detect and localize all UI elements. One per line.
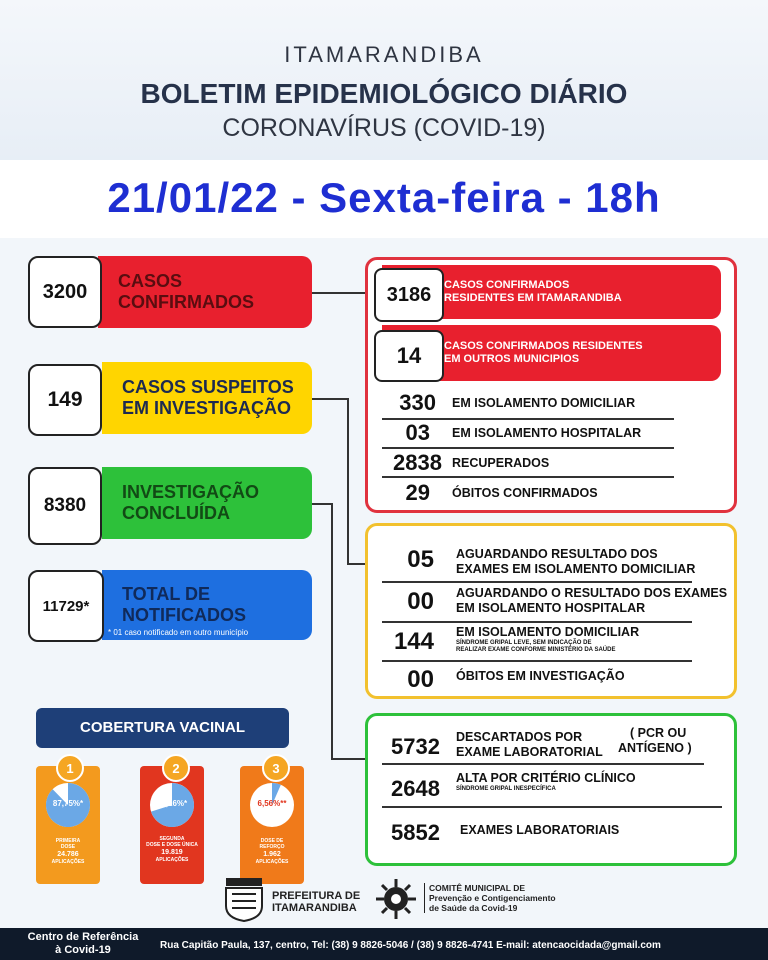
caption-unit: APLICAÇÕES	[51, 859, 85, 865]
row-value: 29	[405, 480, 430, 505]
row-divider	[382, 447, 674, 449]
yellow-row-label	[456, 586, 731, 616]
caption-line-2: DOSE E DOSE ÚNICA	[146, 842, 198, 848]
caption-count: 1.962	[263, 851, 281, 858]
notified-value: 11729*	[42, 597, 90, 615]
row-divider	[382, 581, 692, 583]
prefeitura-label	[272, 890, 360, 914]
green-row-value: 5732	[391, 734, 440, 759]
first-dose-caption	[36, 838, 100, 865]
yellow-row-label: ÓBITOS EM INVESTIGAÇÃO	[456, 669, 625, 683]
confirmed-label-bar	[98, 256, 312, 328]
yellow-row-label-2: EXAMES EM ISOLAMENTO DOMICILIAR	[456, 562, 696, 576]
prefeitura-line-1: PREFEITURA DE	[272, 890, 361, 902]
caption-line-2: REFORÇO	[259, 844, 285, 850]
yellow-row-value: 00	[407, 666, 434, 693]
crest-crown	[226, 878, 262, 886]
prefeitura-line-2: ITAMARANDIBA	[272, 902, 357, 914]
green-row-label: EXAMES LABORATORIAIS	[460, 823, 620, 837]
suspected-label-bar	[102, 362, 312, 434]
suspected-value-box	[28, 364, 102, 436]
caption-line-2: DOSE	[60, 844, 76, 850]
residents-label-1: CASOS CONFIRMADOS	[444, 279, 570, 291]
others-value: 14	[396, 343, 422, 368]
row-divider	[382, 806, 722, 808]
date-line: 21/01/22 - Sexta-feira - 18h	[107, 174, 661, 221]
second-dose-caption	[140, 836, 204, 863]
concluded-label-2: CONCLUÍDA	[122, 503, 230, 523]
caption-unit: APLICAÇÕES	[255, 859, 289, 865]
row-label: ÓBITOS CONFIRMADOS	[452, 486, 598, 500]
virus-committee-icon	[374, 877, 418, 921]
caption-count: 24.786	[57, 851, 79, 858]
notified-footnote: * 01 caso notificado em outro município	[108, 628, 249, 637]
contact-info: Rua Capitão Paula, 137, centro, Tel: (38) 9 8826-5046 / (38) 9 8826-4741 E-mail: atencaocidada@gmail.com	[160, 940, 661, 951]
committee-label	[424, 883, 556, 913]
virus-center	[391, 894, 401, 904]
green-row-value: 2648	[391, 776, 440, 801]
green-row-extra-2: ANTÍGENO )	[618, 741, 692, 755]
green-row-label	[456, 730, 616, 760]
others-label-1: CASOS CONFIRMADOS RESIDENTES	[444, 340, 643, 352]
row-divider	[382, 660, 692, 662]
reference-center-label	[10, 931, 156, 957]
suspected-value: 149	[47, 388, 83, 411]
caption-unit: APLICAÇÕES	[155, 857, 189, 863]
notified-value-box	[28, 570, 104, 642]
confirmed-label-1: CASOS	[118, 271, 183, 291]
yellow-row-label-1: AGUARDANDO RESULTADO DOS	[456, 547, 658, 561]
residents-value: 3186	[386, 283, 432, 306]
reference-center-line-2: à Covid-19	[55, 944, 111, 956]
yellow-row-label	[456, 547, 726, 577]
yellow-row-label-1: AGUARDANDO O RESULTADO DOS EXAMES	[456, 586, 728, 600]
committee-line-2: Prevenção e Contigenciamento	[429, 893, 556, 903]
row-value: 03	[405, 420, 430, 445]
others-label-2: EM OUTROS MUNICIPIOS	[444, 353, 580, 365]
notified-label-1: TOTAL DE	[122, 584, 211, 604]
yellow-row-small-1: SÍNDROME GRIPAL LEVE, SEM INDICAÇÃO DE	[456, 640, 592, 646]
caption-line-1: DOSE DE	[260, 838, 284, 844]
suspected-label-1: CASOS SUSPEITOS	[122, 377, 294, 397]
reference-center-line-1: Centro de Referência	[27, 931, 139, 943]
crest-shield	[226, 888, 262, 921]
row-label: EM ISOLAMENTO HOSPITALAR	[452, 426, 642, 440]
row-value: 2838	[393, 450, 442, 475]
yellow-row-value: 00	[407, 588, 434, 615]
green-row-value: 5852	[391, 820, 440, 845]
caption-count: 19.819	[161, 849, 183, 856]
caption-line-1: SEGUNDA	[159, 836, 185, 842]
connector-line	[347, 563, 367, 565]
row-divider	[382, 476, 674, 478]
confirmed-value: 3200	[42, 280, 88, 303]
row-label: RECUPERADOS	[452, 456, 550, 470]
bulletin-title: BOLETIM EPIDEMIOLÓGICO DIÁRIO	[140, 78, 628, 109]
caption-line-1: PRIMEIRA	[55, 838, 81, 844]
yellow-row-label	[456, 625, 726, 654]
yellow-row-small-2: REALIZAR EXAME CONFORME MINISTÉRIO DA SAÚDE	[456, 647, 616, 653]
committee-line-1: COMITÊ MUNICIPAL DE	[429, 883, 526, 893]
yellow-row-label-2: EM ISOLAMENTO HOSPITALAR	[456, 601, 646, 615]
notified-label-2: NOTIFICADOS	[122, 605, 246, 625]
city-name: ITAMARANDIBA	[284, 42, 484, 67]
residents-value-box	[374, 268, 444, 322]
connector-line	[312, 292, 368, 294]
yellow-row-label-1: EM ISOLAMENTO DOMICILIAR	[456, 625, 640, 639]
vaccine-card-number: 1	[56, 754, 84, 782]
connector-line	[331, 503, 333, 759]
row-label: EM ISOLAMENTO DOMICILIAR	[452, 396, 636, 410]
row-value: 330	[399, 390, 436, 415]
row-divider	[382, 621, 692, 623]
green-row-small-1: SÍNDROME GRIPAL INESPECÍFICA	[456, 786, 556, 792]
others-value-box	[374, 330, 444, 382]
connector-line	[347, 398, 349, 564]
concluded-label-bar	[102, 467, 312, 539]
residents-label-2: RESIDENTES EM ITAMARANDIBA	[444, 292, 622, 304]
green-row-label	[456, 771, 726, 793]
first-dose-percent: 87,75%*	[52, 799, 84, 808]
vaccine-card-number: 2	[162, 754, 190, 782]
green-row-extra-1: ( PCR OU	[630, 726, 687, 740]
second-dose-percent: 70,16%*	[156, 799, 188, 808]
booster-percent: 6,56%**	[257, 799, 287, 808]
connector-line	[331, 758, 367, 760]
row-divider	[382, 763, 704, 765]
booster-caption	[240, 838, 304, 865]
yellow-row-value: 144	[393, 628, 434, 655]
vaccine-coverage-banner: COBERTURA VACINAL	[36, 708, 289, 748]
concluded-value-box	[28, 467, 102, 545]
concluded-value: 8380	[43, 495, 87, 516]
green-row-label-1: DESCARTADOS POR	[456, 730, 583, 744]
vaccine-card-number: 3	[262, 754, 290, 782]
confirmed-label-2: CONFIRMADOS	[118, 292, 254, 312]
green-row-extra	[618, 726, 728, 756]
confirmed-value-box	[28, 256, 102, 328]
connector-line	[312, 503, 332, 505]
bulletin-subtitle: CORONAVÍRUS (COVID-19)	[222, 114, 546, 142]
yellow-row-value: 05	[407, 546, 434, 573]
city-coat-of-arms-icon	[222, 876, 266, 922]
concluded-label-1: INVESTIGAÇÃO	[122, 482, 260, 502]
green-row-label-1: ALTA POR CRITÉRIO CLÍNICO	[456, 771, 636, 785]
connector-line	[312, 398, 348, 400]
suspected-label-2: EM INVESTIGAÇÃO	[122, 398, 292, 418]
committee-line-3: de Saúde da Covid-19	[429, 903, 518, 913]
green-row-label-2: EXAME LABORATORIAL	[456, 745, 603, 759]
